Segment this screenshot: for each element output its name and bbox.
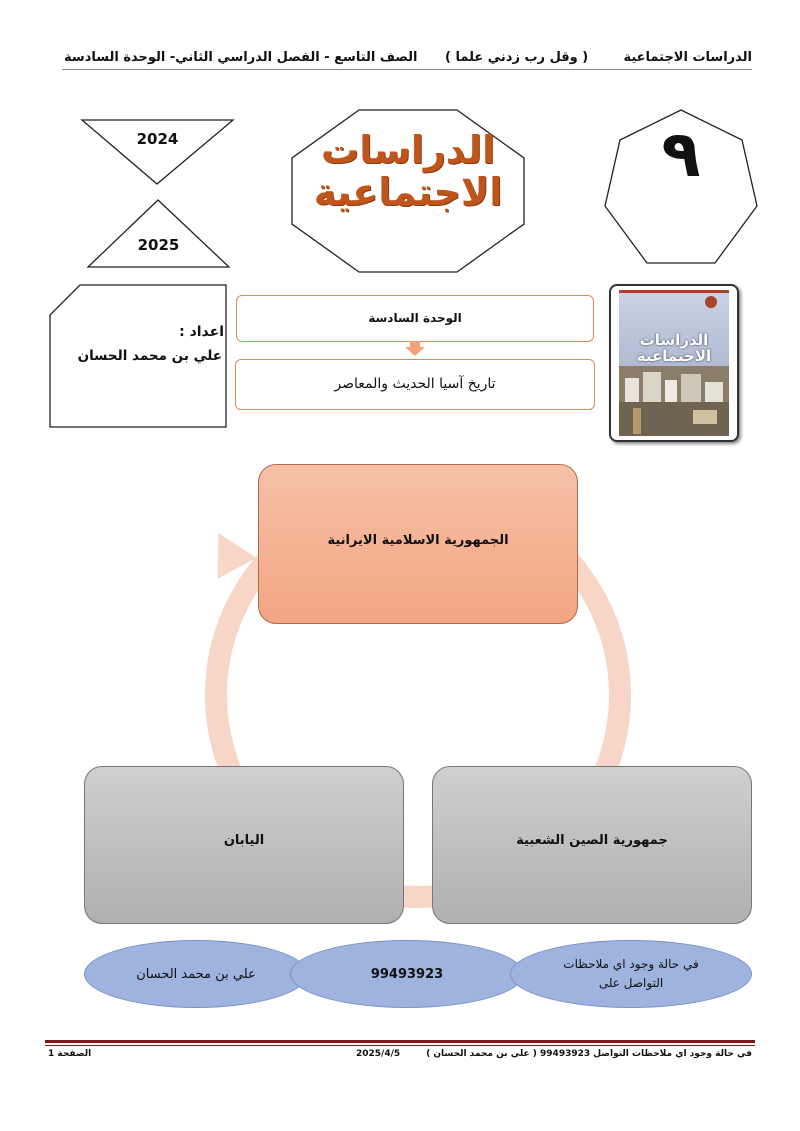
unit-topic-box: تاريخ آسيا الحديث والمعاصر bbox=[235, 359, 595, 410]
footer-divider-thin bbox=[45, 1045, 755, 1046]
prepared-by-label: اعداد : bbox=[179, 324, 224, 340]
contact-phone: 99493923 bbox=[370, 966, 444, 982]
grade-number: ٩ bbox=[661, 118, 701, 192]
title-line-1: الدراسات bbox=[321, 128, 495, 172]
cycle-box-left bbox=[84, 766, 404, 924]
title-line-2: الاجتماعية bbox=[313, 170, 503, 214]
contact-author-oval bbox=[84, 940, 308, 1008]
footer-date: 2025/4/5 bbox=[356, 1049, 401, 1059]
prepared-by-name: علي بن محمد الحسان bbox=[77, 348, 222, 364]
footer-page: الصفحة 1 bbox=[48, 1049, 92, 1059]
footer-divider-thick bbox=[45, 1040, 755, 1043]
header-subject: الدراسات الاجتماعية bbox=[623, 50, 752, 65]
cycle-box-top-label: الجمهورية الاسلامية الايرانية bbox=[327, 532, 509, 548]
year-bottom: 2025 bbox=[137, 236, 180, 254]
book-cover-title-2: الاجتماعية bbox=[636, 347, 712, 365]
cycle-box-right-label: جمهورية الصين الشعبية bbox=[516, 832, 668, 848]
cycle-box-top bbox=[258, 464, 578, 624]
header-motto: ( وقل رب زدني علما ) bbox=[445, 50, 589, 65]
cycle-box-right bbox=[432, 766, 752, 924]
contact-note-oval bbox=[510, 940, 752, 1008]
book-cover-title-1: الدراسات bbox=[639, 331, 709, 349]
year-top: 2024 bbox=[136, 130, 179, 148]
contact-author: علي بن محمد الحسان bbox=[136, 966, 256, 982]
unit-name-box: الوحدة السادسة bbox=[236, 295, 594, 342]
footer-contact: في حالة وجود اي ملاحظات التواصل 99493923 ( علي بن محمد الحسان ) bbox=[426, 1049, 752, 1059]
contact-note: في حالة وجود اي ملاحظات التواصل على bbox=[563, 957, 699, 990]
contact-phone-oval bbox=[290, 940, 524, 1008]
header-grade-info: الصف التاسع - الفصل الدراسي الثاني- الوحدة السادسة bbox=[64, 50, 418, 65]
cycle-box-left-label: اليابان bbox=[223, 832, 265, 848]
